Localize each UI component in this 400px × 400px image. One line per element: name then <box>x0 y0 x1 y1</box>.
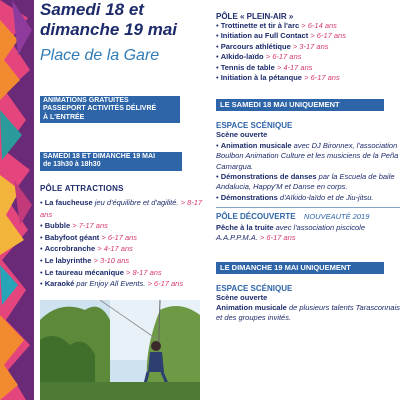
pole-decouverte-title: PÔLE DÉCOUVERTE <box>216 212 296 222</box>
plein-air-item: • Parcours athlétique > 3-17 ans <box>216 41 329 51</box>
attraction-item: • Le taureau mécanique > 8-17 ans <box>40 267 162 277</box>
saturday-scene-item: • Démonstrations d'Aïkido-laïdo et de Jiu-jitsu. <box>216 192 374 202</box>
scene-item-title: Démonstrations de danses <box>220 172 317 182</box>
sunday-scene <box>216 284 400 324</box>
decorative-leaf-edge <box>0 0 34 400</box>
attraction-age: > 7-17 ans <box>72 221 108 231</box>
attraction-desc: jeu d'équilibre et d'agilité. <box>94 198 179 207</box>
event-date-line1: Samedi 18 et <box>40 0 144 19</box>
plein-air-item: • Aïkido-laïdo > 6-17 ans <box>216 52 302 62</box>
activity-photo <box>40 300 200 400</box>
event-place: Place de la Gare <box>40 47 160 64</box>
attraction-name: Bubble <box>44 221 71 231</box>
saturday-scene-item: • Démonstrations de danses par la Escuela de baile Andalucia, Happy'M et Danse en corps. <box>216 172 395 192</box>
scene-item-title: Démonstrations <box>220 192 278 202</box>
activity-age: > 6-17 ans <box>265 52 302 62</box>
attraction-age: > 4-17 ans <box>97 244 133 254</box>
activity-age: > 6-14 ans <box>301 21 337 30</box>
banner-line: ANIMATIONS GRATUITES <box>43 97 129 104</box>
peche-item: Pêche à la truite avec l'association piscicole A.A.P.P.M.A. > 6-17 ans <box>216 222 366 243</box>
attraction-age: > 8-17 ans <box>40 198 203 219</box>
activity-name: Initiation à la pétanque <box>220 73 302 83</box>
saturday-scene <box>216 121 400 203</box>
section-title: PÔLE « PLEIN-AIR » <box>216 12 294 21</box>
section-title: PÔLE ATTRACTIONS <box>40 184 124 193</box>
activity-age: > 4-17 ans <box>276 62 313 72</box>
attraction-name: Le labyrinthe <box>44 255 92 265</box>
attraction-item: • La faucheuse jeu d'équilibre et d'agilité. > 8-17 ans <box>40 198 203 219</box>
plein-air-item: • Trottinette et tir à l'arc > 6-14 ans <box>216 21 337 30</box>
attraction-name: La faucheuse <box>44 198 93 207</box>
plein-air-item: • Tennis de table > 4-17 ans <box>216 62 313 72</box>
espace-scenique-title: ESPACE SCÉNIQUE <box>216 121 293 131</box>
plein-air-item: • Initiation à la pétanque > 6-17 ans <box>216 73 340 83</box>
attraction-age: > 6-17 ans <box>101 232 138 242</box>
scene-ouverte-label: Scène ouverte <box>216 292 268 302</box>
banner-line: PASSEPORT ACTIVITÉS DÉLIVRÉ <box>43 105 157 113</box>
scene-item-title: Animation musicale <box>220 140 292 150</box>
pole-plein-air <box>216 12 400 83</box>
section-divider <box>216 207 400 208</box>
activity-age: > 6-17 ans <box>310 31 346 41</box>
attraction-item: • Karaoké par Enjoy All Events. > 6-17 ans <box>40 279 184 289</box>
attraction-name: Le taureau mécanique <box>44 267 124 277</box>
attraction-age: > 3-10 ans <box>93 255 130 265</box>
banner-line: de 13h30 à 18h30 <box>43 161 101 169</box>
activity-name: Trottinette et tir à l'arc <box>220 21 300 30</box>
right-column <box>216 0 400 324</box>
scene-ouverte-label: Scène ouverte <box>216 130 268 140</box>
attraction-age: > 8-17 ans <box>126 267 162 277</box>
attraction-age: > 6-17 ans <box>147 279 184 289</box>
activity-name: Aïkido-laïdo <box>220 52 264 62</box>
pole-decouverte <box>216 212 400 243</box>
activity-age: > 6-17 ans <box>304 73 340 83</box>
pole-attractions <box>40 184 212 290</box>
scene-item-desc: d'Aïkido-laïdo et de Jiu-jitsu. <box>279 192 374 202</box>
event-header <box>40 0 210 66</box>
saturday-scene-item: • Animation musicale avec DJ Bironnex, l'association Boulbon Animation Culture et les musiciens de la Peña Camargua. <box>216 140 399 171</box>
espace-scenique-title: ESPACE SCÉNIQUE <box>216 283 293 293</box>
attraction-name: Babyfoot géant <box>44 232 100 242</box>
attraction-item: • Le labyrinthe > 3-10 ans <box>40 255 130 265</box>
attraction-desc: par Enjoy All Events. <box>76 279 146 289</box>
sunday-animation-item: Animation musicale de plusieurs talents Tarasconnais et des groupes invités. <box>216 302 400 323</box>
activity-name: Tennis de table <box>220 62 275 72</box>
saturday-only-bar: LE SAMEDI 18 MAI UNIQUEMENT <box>216 99 384 111</box>
attraction-item: • Accrobranche > 4-17 ans <box>40 244 133 254</box>
sunday-only-bar: LE DIMANCHE 19 MAI UNIQUEMENT <box>216 262 384 274</box>
activity-name: Initiation au Full Contact <box>220 31 309 41</box>
attraction-name: Karaoké <box>44 279 75 289</box>
attraction-name: Accrobranche <box>44 244 96 254</box>
banner-line: SAMEDI 18 ET DIMANCHE 19 MAI <box>43 153 156 160</box>
plein-air-item: • Initiation au Full Contact > 6-17 ans <box>216 31 346 41</box>
free-animations-banner <box>40 96 180 123</box>
activity-name: Parcours athlétique <box>220 41 291 51</box>
attraction-item: • Babyfoot géant > 6-17 ans <box>40 232 138 242</box>
scene-item-desc: avec DJ Bironnex, l'association Boulbon Animation Culture et les musiciens de la Peña Camargua. <box>216 140 399 171</box>
scene-item-desc: par la Escuela de baile Andalucia, Happy'M et Danse en corps. <box>216 172 395 192</box>
activity-age: > 3-17 ans <box>292 41 329 51</box>
attraction-item: • Bubble > 7-17 ans <box>40 221 108 231</box>
nouveaute-label: NOUVEAUTÉ 2019 <box>303 212 370 222</box>
banner-line: À L'ENTRÉE <box>43 113 85 121</box>
event-date-line2: dimanche 19 mai <box>40 20 178 39</box>
schedule-banner <box>40 152 182 171</box>
